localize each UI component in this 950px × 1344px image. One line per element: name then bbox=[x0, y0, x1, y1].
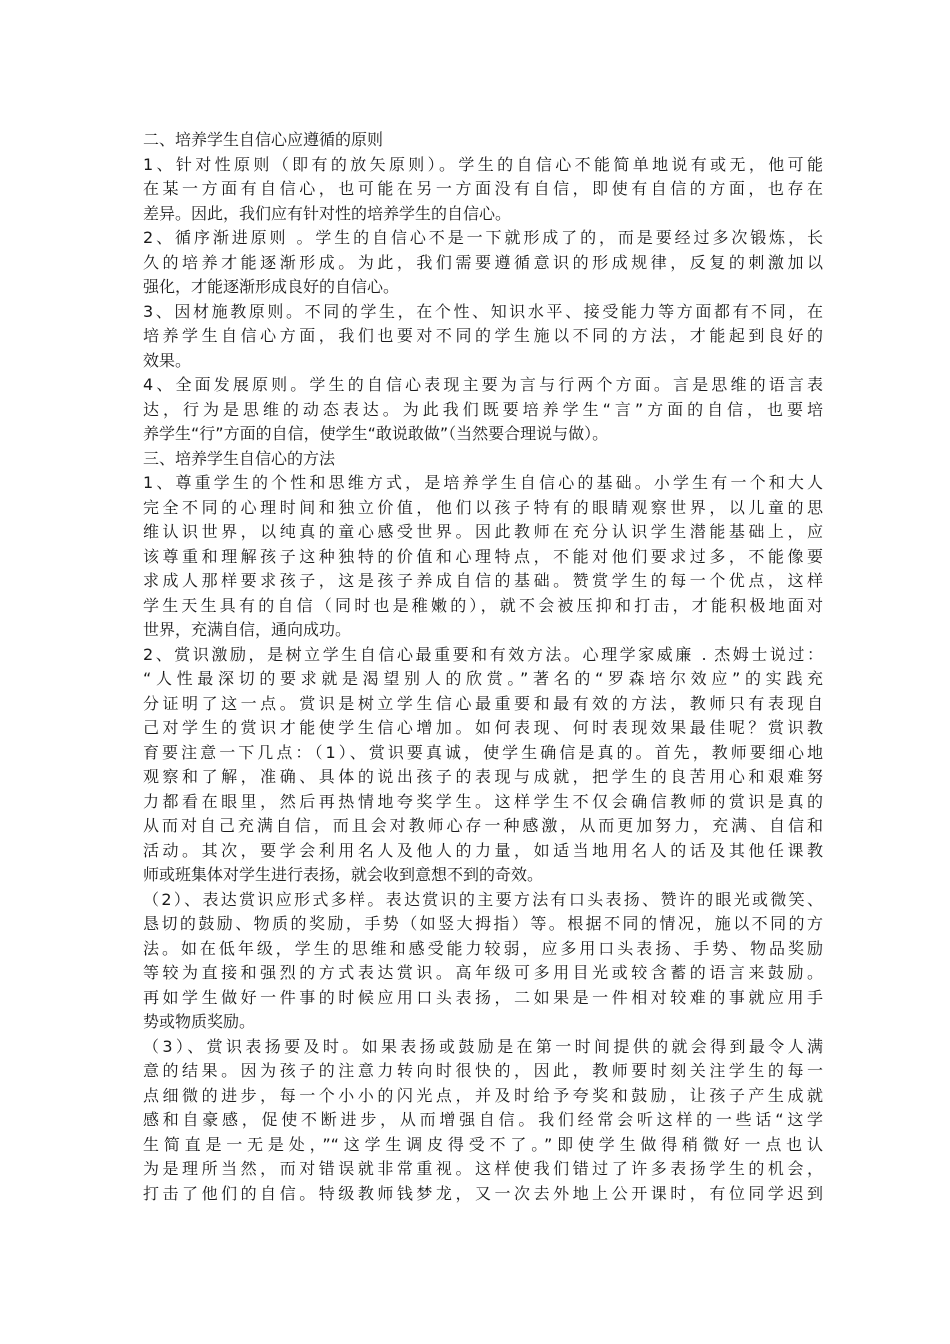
text-line: 己对学生的赏识才能使学生信心增加。如何表现、何时表现效果最佳呢？赏识教 bbox=[143, 718, 823, 737]
text-line: 观察和了解，准确、具体的说出孩子的表现与成就，把学生的良苦用心和艰难努 bbox=[143, 767, 823, 786]
text-line: 恳切的鼓励、物质的奖励，手势（如竖大拇指）等。根据不同的情况，施以不同的方 bbox=[143, 914, 823, 933]
text-line: 差异。因此，我们应有针对性的培养学生的自信心。 bbox=[143, 203, 512, 223]
text-line: 势或物质奖励。 bbox=[143, 1012, 256, 1031]
text-line: （2）、表达赏识应形式多样。表达赏识的主要方法有口头表扬、赞许的眼光或微笑、 bbox=[143, 889, 823, 909]
text-line: 达，行为是思维的动态表达。为此我们既要培养学生“言”方面的自信，也要培 bbox=[143, 399, 823, 419]
text-line: 再如学生做好一件事的时候应用口头表扬，二如果是一件相对较难的事就应用手 bbox=[143, 987, 823, 1007]
text-line: 养学生“行”方面的自信，使学生“敢说敢做”（当然要合理说与做）。 bbox=[143, 424, 609, 443]
text-line: 久的培养才能逐渐形成。为此，我们需要遵循意识的形成规律，反复的刺激加以 bbox=[143, 252, 823, 272]
text-line: 世界，充满自信，通向成功。 bbox=[143, 620, 352, 639]
text-line: 法。如在低年级，学生的思维和感受能力较弱，应多用口头表扬、手势、物品奖励 bbox=[143, 938, 823, 958]
text-line: 效果。 bbox=[143, 350, 192, 370]
text-line: 2、循序渐进原则 。学生的自信心不是一下就形成了的，而是要经过多次锻炼，长 bbox=[143, 228, 823, 247]
text-line: 培养学生自信心方面，我们也要对不同的学生施以不同的方法，才能起到良好的 bbox=[143, 326, 823, 345]
text-line: 在某一方面有自信心，也可能在另一方面没有自信，即使有自信的方面，也存在 bbox=[143, 179, 823, 198]
text-line: 1、针对性原则（即有的放矢原则）。学生的自信心不能简单地说有或无，他可能 bbox=[143, 154, 823, 174]
text-line: 活动。其次，要学会利用名人及他人的力量，如适当地用名人的话及其他任课教 bbox=[143, 840, 823, 860]
text-line: 完全不同的心理时间和独立价值，他们以孩子特有的眼睛观察世界，以儿童的思 bbox=[143, 497, 823, 517]
text-line: 强化，才能逐渐形成良好的自信心。 bbox=[143, 277, 400, 296]
text-line: 师或班集体对学生进行表扬，就会收到意想不到的奇效。 bbox=[143, 865, 544, 884]
text-line: 分证明了这一点。赏识是树立学生信心最重要和最有效的方法，教师只有表现自 bbox=[143, 693, 823, 713]
text-line: 2、赏识激励，是树立学生自信心最重要和有效方法。心理学家威廉 . 杰姆士说过： bbox=[143, 644, 823, 664]
text-line: 力都看在眼里，然后再热情地夸奖学生。这样学生不仅会确信教师的赏识是真的 bbox=[143, 791, 823, 811]
text-line: 二、培养学生自信心应遵循的原则 bbox=[143, 130, 384, 149]
text-line: 点细微的进步，每一个小小的闪光点，并及时给予夸奖和鼓励，让孩子产生成就 bbox=[143, 1085, 823, 1105]
text-line: 1、尊重学生的个性和思维方式，是培养学生自信心的基础。小学生有一个和大人 bbox=[143, 473, 823, 492]
text-line: 维认识世界，以纯真的童心感受世界。因此教师在充分认识学生潜能基础上，应 bbox=[143, 522, 823, 541]
text-line: 三、培养学生自信心的方法 bbox=[143, 448, 336, 468]
text-line: 意的结果。因为孩子的注意力转向时很快的，因此，教师要时刻关注学生的每一 bbox=[143, 1061, 823, 1080]
text-line: 求成人那样要求孩子，这是孩子养成自信的基础。赞赏学生的每一个优点，这样 bbox=[143, 571, 823, 590]
text-line: 育要注意一下几点：（1）、赏识要真诚，使学生确信是真的。首先，教师要细心地 bbox=[143, 742, 823, 762]
text-line: 从而对自己充满自信，而且会对教师心存一种感激，从而更加努力，充满、自信和 bbox=[143, 816, 823, 835]
text-line: 感和自豪感，促使不断进步，从而增强自信。我们经常会听这样的一些话“这学 bbox=[143, 1110, 823, 1129]
text-line: 生简直是一无是处，”“这学生调皮得受不了。”即使学生做得稍微好一点也认 bbox=[143, 1134, 823, 1154]
text-line: 该尊重和理解孩子这种独特的价值和心理特点，不能对他们要求过多，不能像要 bbox=[143, 546, 823, 566]
text-line: 为是理所当然，而对错误就非常重视。这样使我们错过了许多表扬学生的机会， bbox=[143, 1159, 823, 1178]
text-line: 4、全面发展原则。学生的自信心表现主要为言与行两个方面。言是思维的语言表 bbox=[143, 375, 823, 394]
text-line: 打击了他们的自信。特级教师钱梦龙，又一次去外地上公开课时，有位同学迟到 bbox=[143, 1183, 823, 1203]
text-line: 学生天生具有的自信（同时也是稚嫩的），就不会被压抑和打击，才能积极地面对 bbox=[143, 595, 823, 615]
text-line: 等较为直接和强烈的方式表达赏识。高年级可多用目光或较含蓄的语言来鼓励。 bbox=[143, 963, 823, 982]
text-line: 3、因材施教原则。不同的学生，在个性、知识水平、接受能力等方面都有不同，在 bbox=[143, 301, 823, 321]
text-line: “人性最深切的要求就是渴望别人的欣赏。”著名的“罗森培尔效应”的实践充 bbox=[143, 669, 823, 688]
text-line: （3）、赏识表扬要及时。如果表扬或鼓励是在第一时间提供的就会得到最令人满 bbox=[143, 1036, 823, 1056]
document-page bbox=[143, 128, 823, 1206]
